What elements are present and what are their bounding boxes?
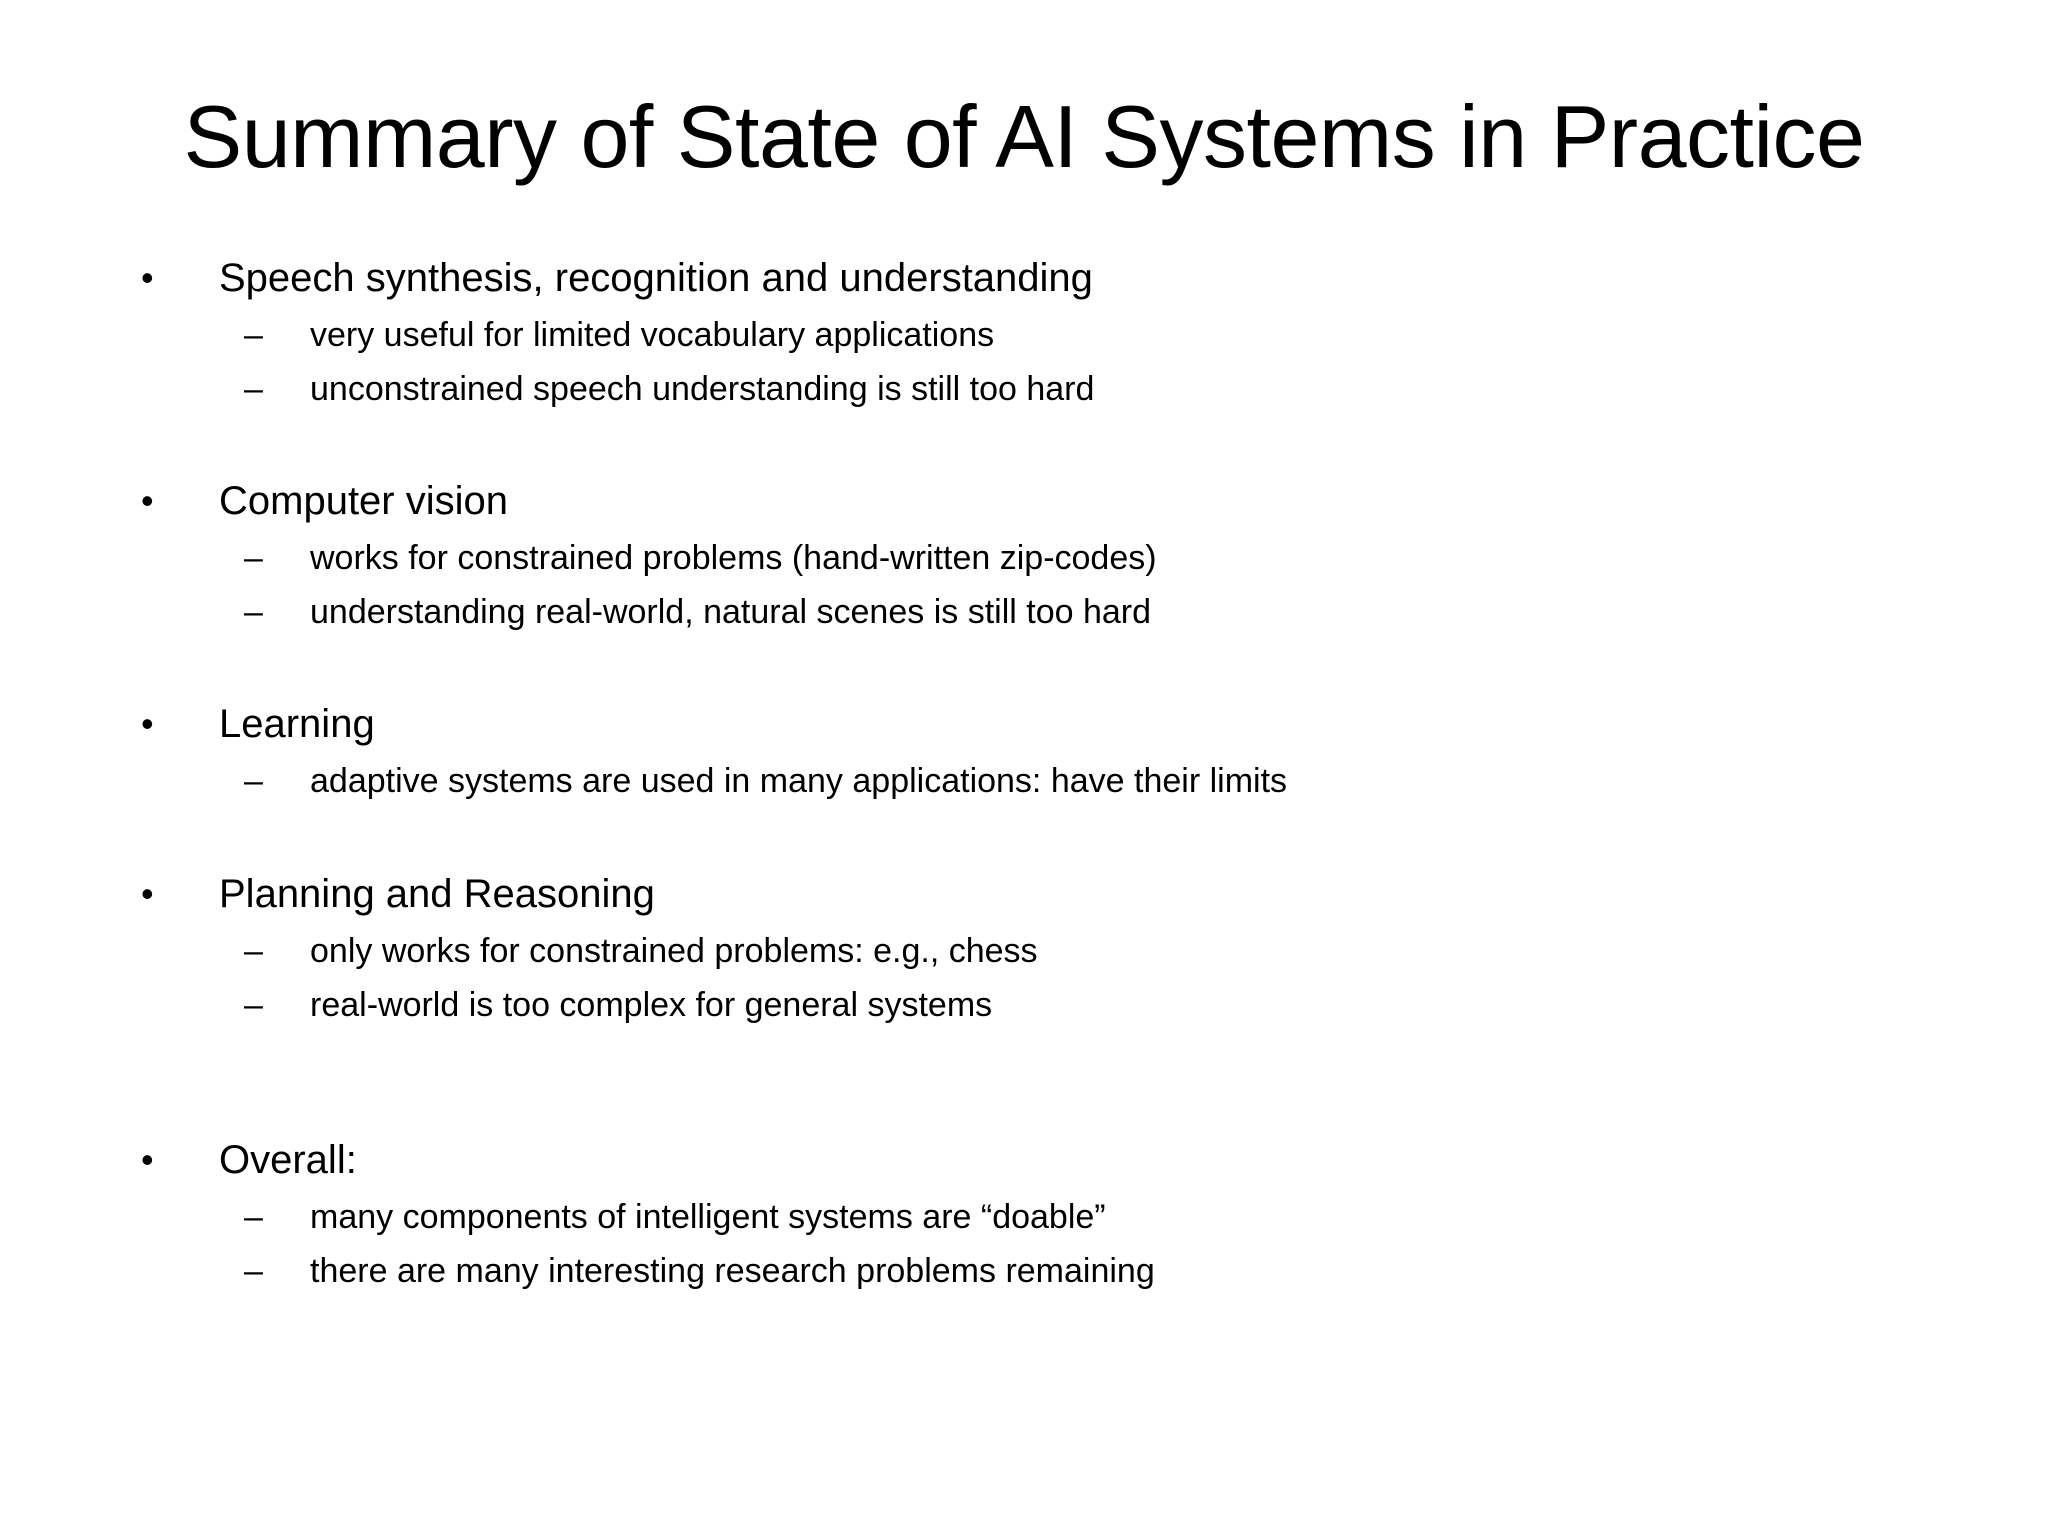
sub-item [0,311,2048,365]
bullet-label: Overall: [219,1138,357,1182]
sub-item [0,927,2048,981]
sub-item [0,1247,2048,1301]
dash-marker: – [244,932,263,970]
dash-marker: – [244,593,263,631]
slide-title: Summary of State of AI Systems in Practice [183,87,1865,186]
sub-item-label: many components of intelligent systems are “doable” [310,1198,1106,1236]
dash-marker: – [244,762,263,800]
sub-item-label: real-world is too complex for general systems [310,986,993,1024]
dash-marker: – [244,316,263,354]
sub-item [0,757,2048,811]
sub-item [0,981,2048,1035]
sub-item-label: understanding real-world, natural scenes is still too hard [310,593,1152,631]
dash-marker: – [244,539,263,577]
sub-item-label: adaptive systems are used in many applications: have their limits [310,762,1288,800]
sub-item-label: unconstrained speech understanding is still too hard [310,370,1095,408]
sub-item-label: only works for constrained problems: e.g., chess [310,932,1038,970]
sub-item [0,588,2048,642]
bullet-marker: • [141,480,154,521]
dash-marker: – [244,370,263,408]
bullet-marker: • [141,873,154,914]
bullet-label: Computer vision [219,479,509,523]
bullet-marker: • [141,1139,154,1180]
sub-item [0,365,2048,419]
sub-item [0,1193,2048,1247]
bullet-marker: • [141,257,154,298]
bullet-marker: • [141,703,154,744]
dash-marker: – [244,1198,263,1236]
sub-item-label: there are many interesting research problems remaining [310,1252,1155,1290]
dash-marker: – [244,1252,263,1290]
bullet-label: Speech synthesis, recognition and understanding [219,256,1093,300]
sub-item-label: very useful for limited vocabulary applications [310,316,995,354]
bullet-label: Learning [219,702,375,746]
sub-item-label: works for constrained problems (hand-written zip-codes) [310,539,1157,577]
dash-marker: – [244,986,263,1024]
bullet-label: Planning and Reasoning [219,872,655,916]
sub-item [0,534,2048,588]
